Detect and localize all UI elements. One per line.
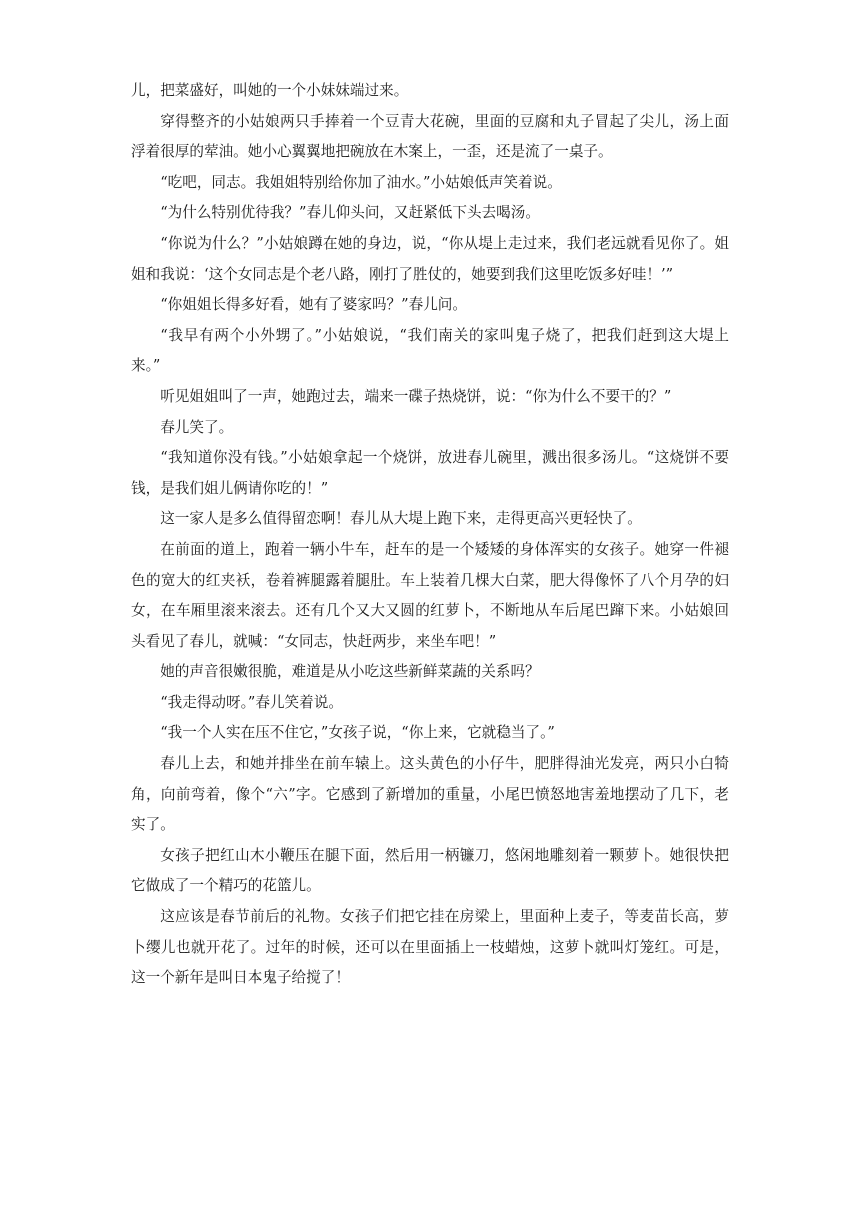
story-text	[131, 76, 729, 994]
paragraph: 这一家人是多么值得留恋啊！春儿从大堤上跑下来，走得更高兴更轻快了。	[160, 510, 642, 528]
paragraph: “为什么特别优待我？”春儿仰头问，又赶紧低下头去喝汤。	[160, 204, 540, 222]
paragraph: “我早有两个小外甥了。”小姑娘说，“我们南关的家叫鬼子烧了，把我们赶到这大堤上来。”	[131, 326, 729, 375]
paragraph: 儿，把菜盛好，叫她的一个小妹妹端过来。	[131, 82, 409, 99]
paragraph: “你姐姐长得多好看，她有了婆家吗？”春儿问。	[160, 296, 467, 314]
paragraph: 春儿笑了。	[160, 418, 234, 436]
paragraph: 穿得整齐的小姑娘两只手捧着一个豆青大花碗，里面的豆腐和丸子冒起了尖儿，汤上面浮着很厚的荤油。她小心翼翼地把碗放在木案上，一歪，还是流了一桌子。	[131, 112, 729, 161]
paragraph: “我走得动呀。”春儿笑着说。	[160, 693, 343, 711]
paragraph: 这应该是春节前后的礼物。女孩子们把它挂在房梁上，里面种上麦子，等麦苗长高，萝卜缨儿也就开花了。过年的时候，还可以在里面插上一枝蜡烛，这萝卜就叫灯笼红。可是，这一个新年是叫日本鬼子给搅了！	[131, 908, 729, 987]
paragraph: 女孩子把红山木小鞭压在腿下面，然后用一柄镰刀，悠闲地雕刻着一颗萝卜。她很快把它做成了一个精巧的花篮儿。	[131, 846, 729, 895]
paragraph: “吃吧，同志。我姐姐特别给你加了油水。”小姑娘低声笑着说。	[160, 173, 562, 191]
paragraph: “你说为什么？”小姑娘蹲在她的身边，说，“你从堤上走过来，我们老远就看见你了。姐姐和我说：‘这个女同志是个老八路，刚打了胜仗的，她要到我们这里吃饭多好哇！’”	[131, 234, 729, 283]
paragraph: “我一个人实在压不住它，”女孩子说，“你上来，它就稳当了。”	[160, 724, 555, 742]
paragraph: 春儿上去，和她并排坐在前车辕上。这头黄色的小仔牛，肥胖得油光发亮，两只小白犄角，向前弯着，像个“六”字。它感到了新增加的重量，小尾巴愤怒地害羞地摆动了几下，老实了。	[131, 755, 729, 834]
paragraph: “我知道你没有钱。”小姑娘拿起一个烧饼，放进春儿碗里，溅出很多汤儿。“这烧饼不要钱，是我们姐儿俩请你吃的！”	[131, 449, 729, 497]
paragraph: 她的声音很嫩很脆，难道是从小吃这些新鲜菜蔬的关系吗？	[160, 663, 540, 681]
paragraph: 听见姐姐叫了一声，她跑过去，端来一碟子热烧饼，说：“你为什么不要干的？”	[160, 387, 672, 405]
paragraph: 在前面的道上，跑着一辆小牛车，赶车的是一个矮矮的身体浑实的女孩子。她穿一件褪色的宽大的红夹袄，卷着裤腿露着腿肚。车上装着几棵大白菜，肥大得像怀了八个月孕的妇女，在车厢里滚来滚去。还有几个又大又圆的红萝卜，不断地从车后尾巴蹿下来。小姑娘回头看见了春儿，就喊：“女同志，快赶两步，来坐车吧！”	[131, 540, 729, 650]
